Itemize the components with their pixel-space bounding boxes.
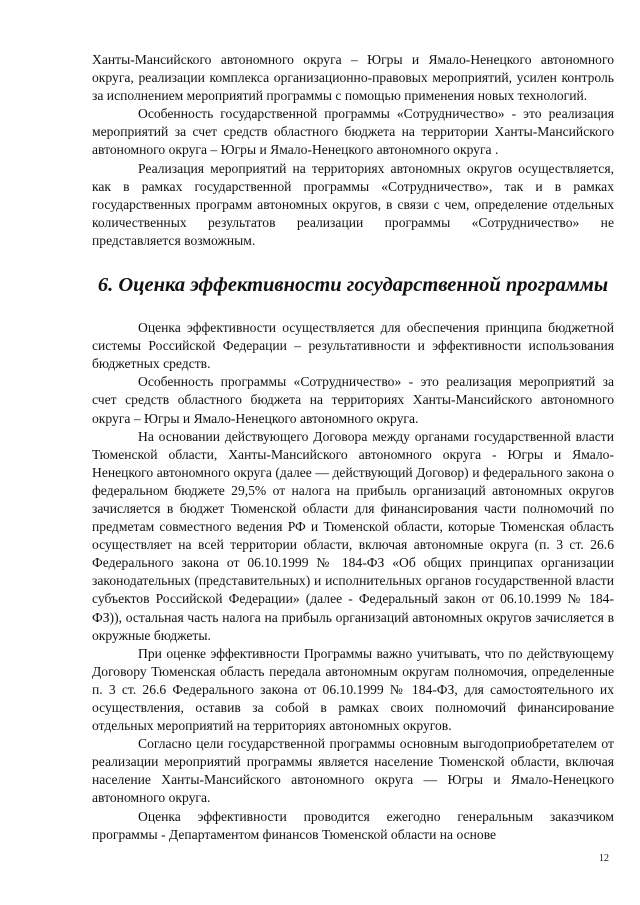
paragraph: Оценка эффективности осуществляется для обеспечения принципа бюджетной системы Российской Федерации – результативности и эффективности использования бюджетных средств. [92,320,614,372]
paragraph: Особенность программы «Сотрудничество» - это реализация мероприятий за счет средств областного бюджета на территориях Ханты-Мансийского автономного округа – Югры и Ямало-Ненецкого автономного округа. [92,374,614,426]
paragraph: Ханты-Мансийского автономного округа – Югры и Ямало-Ненецкого автономного округа, реализации комплекса организационно-правовых мероприятий, усилен контроль за исполнением мероприятий программы с помощью применения новых технологий. [92,52,614,104]
paragraph: На основании действующего Договора между органами государственной власти Тюменской области, Ханты-Мансийского автономного округа - Югры и Ямало-Ненецкого автономного округа (далее — действующий Договор) и федерального закона о федеральном бюджете 29,5% от налога на прибыль организаций автономных округов зачисляется в бюджет Тюменской области для финансирования части полномочий по предметам совместного ведения РФ и Тюменской области, которые Тюменская область осуществляет на всей территории области, включая автономные округа (п. 3 ст. 26.6 Федерального закона от 06.10.1999 № 184-ФЗ «Об общих принципах организации законодательных (представительных) и исполнительных органов государственной власти субъектов Российской Федерации» (далее - Федеральный закон от 06.10.1999 № 184-ФЗ)), остальная часть налога на прибыль организаций автономных округов зачисляется в окружные бюджеты. [92,428,614,643]
page-content [92,51,614,844]
section-heading: 6. Оценка эффективности государственной программы [97,274,609,297]
paragraph: При оценке эффективности Программы важно учитывать, что по действующему Договору Тюменская область передала автономным округам полномочия, определенные п. 3 ст. 26.6 Федерального закона от 06.10.1999 № 184-ФЗ, для самостоятельного их осуществления, оставив за собой в рамках своих полномочий финансирование отдельных мероприятий на территориях автономных округов. [92,645,614,734]
paragraph: Особенность государственной программы «Сотрудничество» - это реализация мероприятий за счет средств областного бюджета на территории Ханты-Мансийского автономного округа – Югры и Ямало-Ненецкого автономного округа . [92,106,614,158]
paragraph: Реализация мероприятий на территориях автономных округов осуществляется, как в рамках государственной программы «Сотрудничество», так и в рамках государственных программ автономных округов, в связи с чем, определение отдельных количественных результатов реализации программы «Сотрудничество» не представляется возможным. [92,160,614,248]
page-number: 12 [599,853,609,864]
paragraph: Оценка эффективности проводится ежегодно генеральным заказчиком программы - Департаментом финансов Тюменской области на основе [92,808,614,842]
paragraph: Согласно цели государственной программы основным выгодоприобретателем от реализации мероприятий программы является население Тюменской области, включая население Ханты-Мансийского автономного округа — Югры и Ямало-Ненецкого автономного округа. [92,736,614,806]
